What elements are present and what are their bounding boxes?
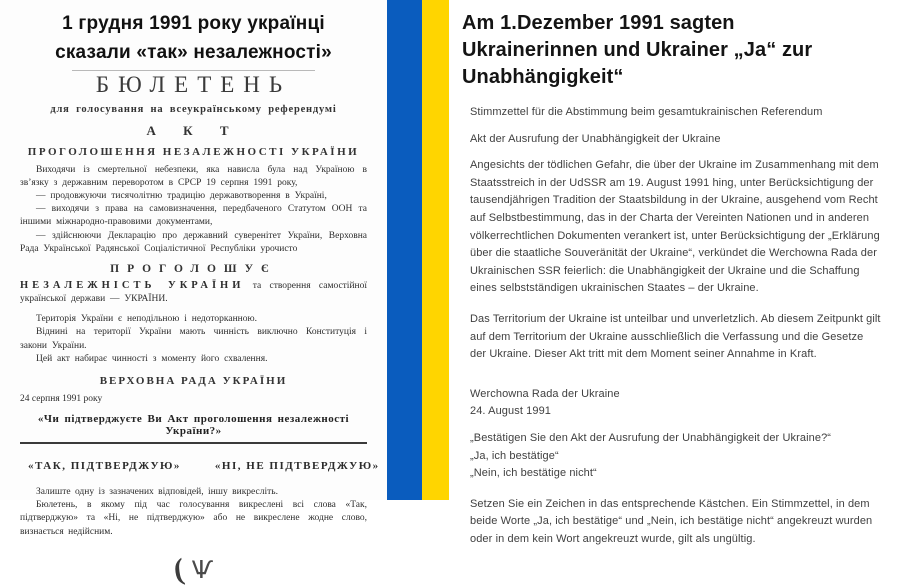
ballot-scan [14,70,380,587]
independence-rest: та створення самостійної української держави — УКРАЇНИ. [20,280,368,305]
de-answer-no: „Nein, ich bestätige nicht“ [470,467,597,480]
de-question: „Bestätigen Sie den Akt der Ausrufung der Unabhängigkeit der Ukraine?“ [470,431,832,444]
territory-block [20,313,367,365]
act-bullet-selfdetermination: — виходячи з права на самовизначення, передбаченого Статутом ООН та іншими міжнародно-правовими документами, [20,204,367,228]
ballot-notes [20,486,367,539]
ukrainian-panel [0,0,387,587]
de-stimmzettel: Stimmzettel für die Abstimmung beim gesamtukrainischen Referendum [470,106,823,118]
independence-block [20,279,367,307]
act-bullet-tradition: — продовжуючи тисячолітню традицію державотворення в Україні, [36,191,327,202]
german-headline: Am 1.Dezember 1991 sagten Ukrainerinnen und Ukrainer „Ja“ zur Unabhängigkeit“ [462,12,813,88]
territory-line: Територія України є неподільною і недоторканною. [36,314,257,325]
de-date: 24. August 1991 [470,405,552,418]
referendum-question: «Чи підтверджуєте Ви Акт проголошення незалежності України?» [20,413,367,444]
act-body [20,164,367,256]
note-invalid: Бюлетень, в якому під час голосування викреслені всі слова «Так, підтверджую» та «Ні, не підтверджую» або не викреслене жодне слово, визнається недійсним. [20,500,367,537]
ballot-header: БЮЛЕТЕНЬ [95,72,292,97]
ballot-top-rule [72,70,315,71]
flag-yellow-stripe [422,0,449,500]
answer-yes: «ТАК, ПІДТВЕРДЖУЮ» [28,459,181,472]
proclaims-heading: ПРОГОЛОШУЄ [110,262,277,275]
act-intro: Виходячи із смертельної небезпеки, яка нависла була над Україною в зв’язку з державним переворотом в СРСР 19 серпня 1991 року, [20,165,367,189]
note-keep: Залиште одну із зазначених відповідей, іншу викресліть. [36,486,278,497]
de-main-paragraph: Angesichts der tödlichen Gefahr, die über der Ukraine im Zusammenhang mit dem Staatsstreich in der UdSSR am 19. August 1991 hing, unter Berücksichtigung der tausendjährigen Tradition der Staatsbildung in der Ukraine, ausgehend vom Recht auf Selbstbestimmung, das in der Charta der Vereinten Nationen und in anderen völkerrechtlichen Dokumenten verankert ist, unter Berücksichtigung der „Erklärung über die staatliche Souveränität der Ukraine“, verkündet die Werchowna Rada der Ukrainischen SSR feierlich: die Unabhängigkeit der Ukraine und die Schaffung eines selbstständigen ukrainischen Staates – der Ukraine. [470,159,880,295]
ballot-stamp [20,553,367,587]
act-bullet-declaration: — здійснюючи Декларацію про державний суверенітет України, Верховна Рада Української Радянської Соціалістичної Республіки урочисто [20,230,367,254]
act-title: А К Т [146,123,241,138]
german-body [462,104,881,548]
answers-row [20,459,380,472]
de-territorium-paragraph: Das Territorium der Ukraine ist unteilbar und unverletzlich. Ab diesem Zeitpunkt gilt auf dem Territorium der Ukraine ausschließlich die Verfassung und die Gesetze der Ukraine. Dieser Akt tritt mit dem Moment seiner Annahme in Kraft. [470,312,881,361]
constitution-line: Віднині на території України мають чинність виключно Конституція і закони України. [20,327,367,351]
german-panel [449,0,905,545]
de-instructions: Setzen Sie ein Zeichen in das entsprechende Kästchen. Ein Stimmzettel, in dem beide Worte „Ja, ich bestätige“ und „Nein, ich bestätige nicht“ angekreuzt wurden oder in dem kein Wort angekreuzt wurde, gilt als ungültig. [470,497,873,545]
effective-line: Цей акт набирає чинності з моменту його схвалення. [36,353,268,364]
ballot-date: 24 серпня 1991 року [20,393,103,404]
de-rada: Werchowna Rada der Ukraine [470,387,620,400]
answer-no: «НІ, НЕ ПІДТВЕРДЖУЮ» [214,459,380,472]
de-answer-yes: „Ja, ich bestätige“ [470,449,559,462]
stamp-crescent-mark: ( [171,552,186,587]
trident-emblem-icon: Ѱ [191,555,214,585]
de-akt: Akt der Ausrufung der Unabhängigkeit der Ukraine [470,132,721,145]
flag-blue-stripe [387,0,422,500]
rada-heading: ВЕРХОВНА РАДА УКРАЇНИ [99,374,288,387]
ballot-subheader: для голосування на всеукраїнському референдумі [50,104,337,115]
independence-bold: НЕЗАЛЕЖНІСТЬ УКРАЇНИ [20,279,245,291]
act-subtitle: ПРОГОЛОШЕННЯ НЕЗАЛЕЖНОСТІ УКРАЇНИ [27,146,360,158]
independence-line [20,279,367,307]
flag-divider [387,0,449,500]
ukrainian-headline: 1 грудня 1991 року українці сказали «так» незалежності» [55,13,332,63]
